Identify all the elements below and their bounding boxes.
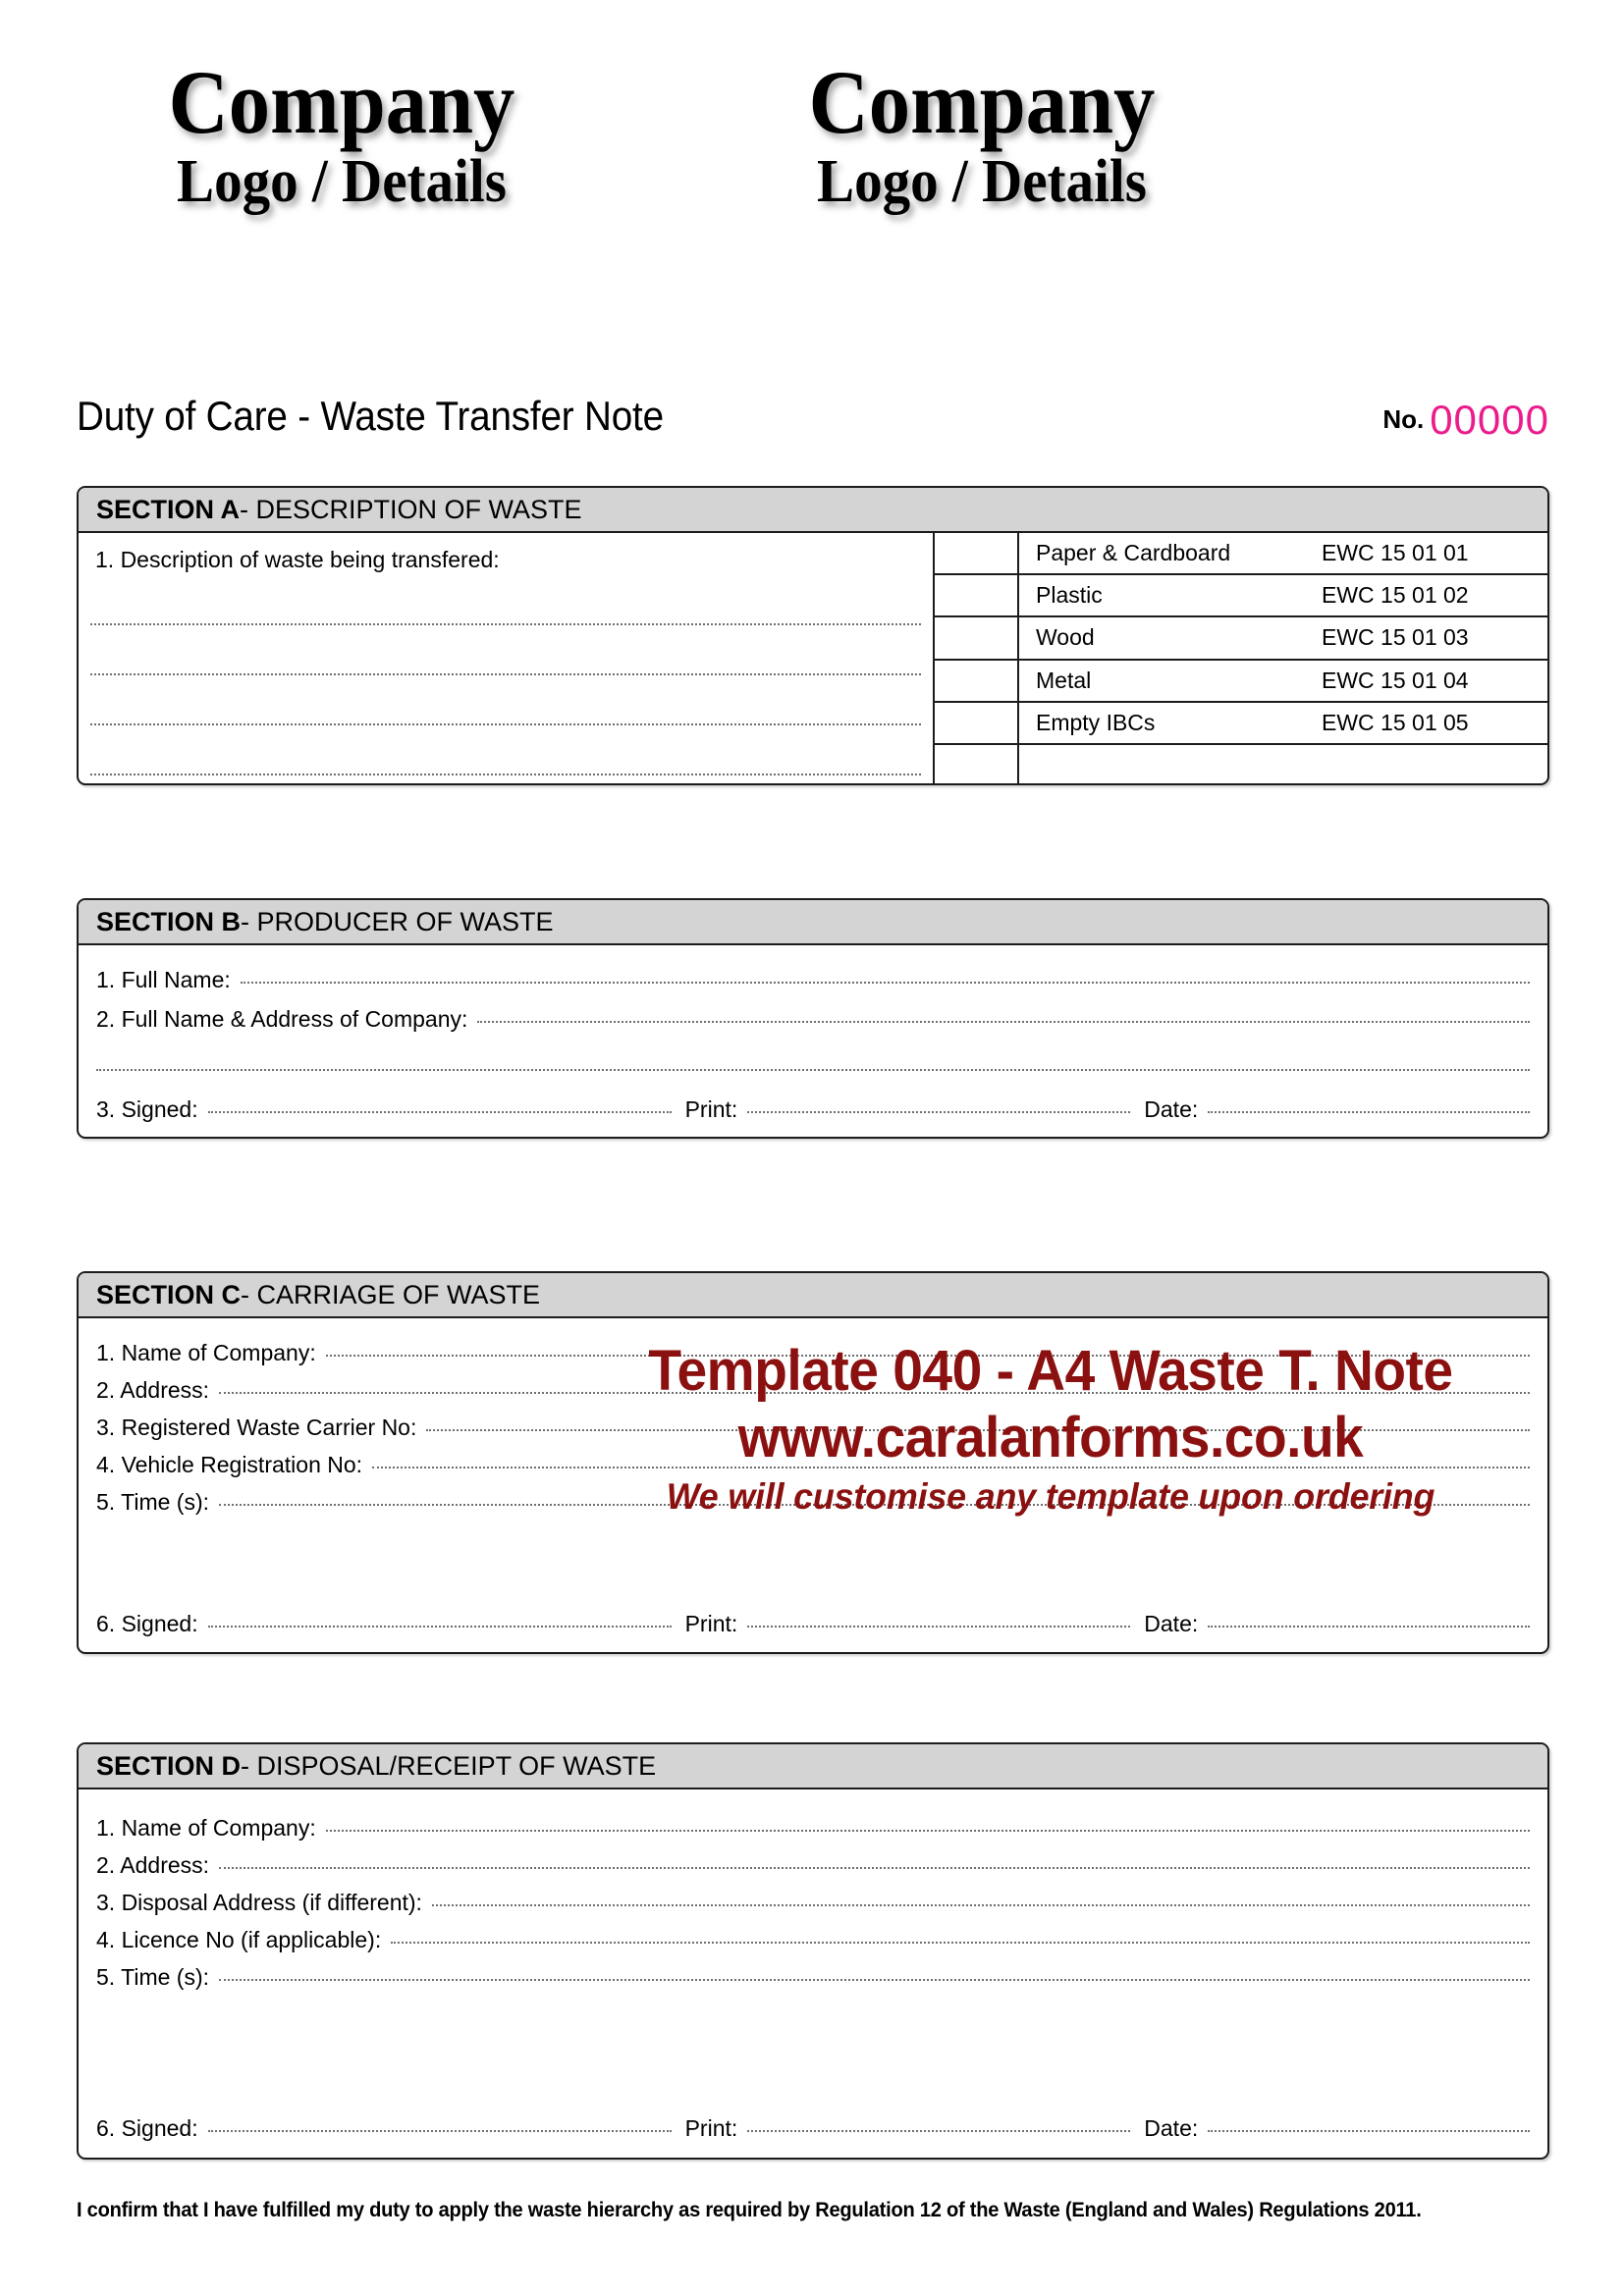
waste-type-checkbox-cell[interactable] <box>935 617 1019 658</box>
disposal-site-address-label: 3. Disposal Address (if different): <box>96 1890 422 1915</box>
producer-full-name-input[interactable] <box>241 982 1530 984</box>
waste-type-ewc-code-cell: EWC 15 01 02 <box>1322 582 1469 609</box>
disposal-signed-input[interactable] <box>208 2130 672 2132</box>
carrier-address-input[interactable] <box>219 1392 1530 1394</box>
table-row <box>935 661 1547 703</box>
section-c <box>77 1271 1549 1654</box>
disposal-date-input[interactable] <box>1208 2130 1530 2132</box>
producer-company-address-field[interactable] <box>96 1006 1530 1033</box>
page-title: Duty of Care - Waste Transfer Note <box>77 393 664 439</box>
disposal-site-address-field[interactable] <box>96 1890 1530 1916</box>
section-d-header <box>79 1744 1547 1789</box>
watermark-line-2: www.caralanforms.co.uk <box>737 1406 1364 1469</box>
producer-signed-label: 3. Signed: <box>96 1096 198 1122</box>
disposal-company-name-field[interactable] <box>96 1815 1530 1842</box>
producer-signature-row <box>96 1096 1530 1123</box>
section-b-header-rest: - PRODUCER OF WASTE <box>241 906 554 936</box>
carrier-vehicle-reg-input[interactable] <box>372 1467 1530 1468</box>
table-row <box>935 745 1547 785</box>
ewc-waste-type-table <box>935 533 1547 785</box>
company-logo-left-line2: Logo / Details <box>177 148 507 215</box>
disposal-signed-label: 6. Signed: <box>96 2115 198 2141</box>
company-logo-left <box>47 52 636 215</box>
disposal-date-label: Date: <box>1144 2115 1199 2141</box>
waste-description-line-4[interactable] <box>90 774 921 775</box>
disposal-print-label: Print: <box>684 2115 738 2141</box>
disposal-company-name-input[interactable] <box>326 1830 1530 1832</box>
carrier-company-name-label: 1. Name of Company: <box>96 1340 316 1365</box>
waste-type-ewc-code-cell <box>1322 745 1547 785</box>
waste-type-name-cell: Metal <box>1036 667 1092 693</box>
section-b-header-strong: SECTION B <box>96 906 242 936</box>
producer-company-address-label: 2. Full Name & Address of Company: <box>96 1006 468 1032</box>
waste-type-ewc-code-cell: EWC 15 01 01 <box>1322 540 1469 566</box>
waste-description-line-2[interactable] <box>90 673 921 675</box>
table-row <box>935 703 1547 745</box>
carrier-registration-no-label: 3. Registered Waste Carrier No: <box>96 1415 417 1440</box>
waste-type-checkbox-cell[interactable] <box>935 533 1019 573</box>
disposal-licence-no-input[interactable] <box>391 1942 1530 1944</box>
carrier-signed-input[interactable] <box>208 1626 672 1628</box>
carrier-registration-no-field[interactable] <box>96 1415 1530 1441</box>
producer-date-input[interactable] <box>1208 1111 1530 1113</box>
disposal-company-name-label: 1. Name of Company: <box>96 1815 316 1841</box>
carrier-date-input[interactable] <box>1208 1626 1530 1628</box>
title-row <box>77 393 1549 452</box>
table-row <box>935 575 1547 617</box>
waste-type-ewc-code-cell: EWC 15 01 05 <box>1322 709 1469 735</box>
company-logo-right <box>687 52 1276 215</box>
document-number-group <box>1382 397 1549 444</box>
waste-description-line-3[interactable] <box>90 723 921 725</box>
carrier-times-label: 5. Time (s): <box>96 1489 210 1515</box>
carrier-signed-label: 6. Signed: <box>96 1611 198 1636</box>
table-row <box>935 533 1547 575</box>
section-b <box>77 898 1549 1139</box>
producer-company-address-input[interactable] <box>477 1021 1530 1023</box>
disposal-address-label: 2. Address: <box>96 1852 210 1878</box>
producer-full-name-field[interactable] <box>96 967 1530 993</box>
section-c-header <box>79 1273 1547 1318</box>
carrier-print-input[interactable] <box>747 1626 1130 1628</box>
section-a-header-strong: SECTION A <box>96 494 241 524</box>
watermark-line-1: Template 040 - A4 Waste T. Note <box>648 1339 1453 1403</box>
carrier-company-name-field[interactable] <box>96 1340 1530 1366</box>
waste-type-checkbox-cell[interactable] <box>935 703 1019 743</box>
disposal-licence-no-field[interactable] <box>96 1927 1530 1953</box>
section-a-header <box>79 488 1547 533</box>
producer-print-input[interactable] <box>747 1111 1130 1113</box>
disposal-signature-row <box>96 2115 1530 2142</box>
waste-type-name-cell: Plastic <box>1036 582 1103 609</box>
table-row <box>935 617 1547 660</box>
document-number-value: 00000 <box>1430 397 1549 443</box>
producer-print-label: Print: <box>684 1096 738 1122</box>
section-d <box>77 1742 1549 2160</box>
waste-description-pane <box>79 533 935 785</box>
waste-type-name-cell <box>1019 745 1322 785</box>
document-number-label: No. <box>1382 404 1425 434</box>
section-c-header-rest: - CARRIAGE OF WASTE <box>241 1279 541 1309</box>
waste-type-name-cell: Wood <box>1036 624 1095 651</box>
section-b-header <box>79 900 1547 945</box>
disposal-print-input[interactable] <box>747 2130 1130 2132</box>
carrier-times-input[interactable] <box>219 1504 1530 1506</box>
carrier-address-field[interactable] <box>96 1377 1530 1404</box>
waste-type-name-cell: Paper & Cardboard <box>1036 540 1231 566</box>
section-d-header-strong: SECTION D <box>96 1750 242 1781</box>
waste-description-label: 1. Description of waste being transfered: <box>95 547 500 572</box>
section-a <box>77 486 1549 785</box>
waste-type-ewc-code-cell: EWC 15 01 04 <box>1322 667 1469 693</box>
section-d-header-rest: - DISPOSAL/RECEIPT OF WASTE <box>241 1750 657 1781</box>
section-b-body <box>79 945 1547 1139</box>
section-c-body <box>79 1318 1547 1654</box>
company-logo-right-line1: Company <box>808 52 1156 152</box>
section-d-body <box>79 1789 1547 2160</box>
watermark-line-3: We will customise any template upon ordering <box>666 1476 1435 1517</box>
disposal-site-address-input[interactable] <box>432 1904 1530 1906</box>
company-logo-left-line1: Company <box>168 52 515 152</box>
disposal-times-label: 5. Time (s): <box>96 1964 210 1990</box>
disposal-times-input[interactable] <box>219 1979 1530 1981</box>
carrier-times-field[interactable] <box>96 1489 1530 1516</box>
carrier-vehicle-reg-field[interactable] <box>96 1452 1530 1478</box>
producer-company-address-input-line2[interactable] <box>96 1069 1530 1071</box>
waste-type-checkbox-cell[interactable] <box>935 575 1019 615</box>
company-logo-band <box>0 52 1624 293</box>
producer-date-label: Date: <box>1144 1096 1199 1122</box>
carrier-vehicle-reg-label: 4. Vehicle Registration No: <box>96 1452 363 1477</box>
waste-type-name-cell: Empty IBCs <box>1036 709 1156 735</box>
carrier-address-label: 2. Address: <box>96 1377 210 1403</box>
carrier-company-name-input[interactable] <box>326 1355 1530 1357</box>
section-a-header-rest: - DESCRIPTION OF WASTE <box>240 494 582 524</box>
company-logo-right-line2: Logo / Details <box>817 148 1147 215</box>
disposal-licence-no-label: 4. Licence No (if applicable): <box>96 1927 382 1952</box>
disposal-address-input[interactable] <box>219 1867 1530 1869</box>
producer-signed-input[interactable] <box>208 1111 672 1113</box>
carrier-registration-no-input[interactable] <box>426 1429 1530 1431</box>
section-c-header-strong: SECTION C <box>96 1279 242 1309</box>
waste-type-checkbox-cell[interactable] <box>935 661 1019 701</box>
carrier-date-label: Date: <box>1144 1611 1199 1636</box>
waste-type-checkbox-cell[interactable] <box>935 745 1019 785</box>
waste-description-line-1[interactable] <box>90 623 921 625</box>
carrier-signature-row <box>96 1611 1530 1637</box>
waste-type-ewc-code-cell: EWC 15 01 03 <box>1322 624 1469 651</box>
carrier-print-label: Print: <box>684 1611 738 1636</box>
disposal-address-field[interactable] <box>96 1852 1530 1879</box>
footer-declaration: I confirm that I have fulfilled my duty to apply the waste hierarchy as required by Regulation 12 of the Waste (England and Wales) Regulations 2011. <box>77 2199 1422 2221</box>
disposal-times-field[interactable] <box>96 1964 1530 1991</box>
producer-full-name-label: 1. Full Name: <box>96 967 231 992</box>
section-a-body <box>79 533 1547 785</box>
